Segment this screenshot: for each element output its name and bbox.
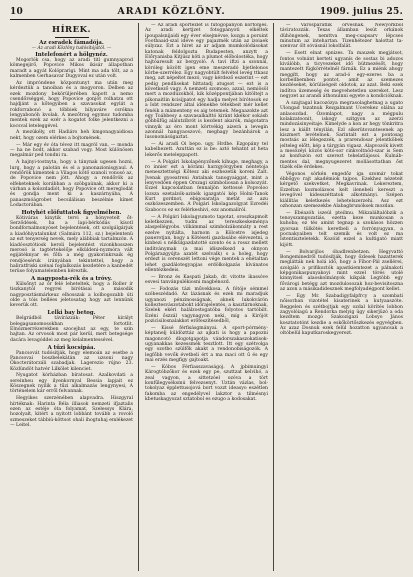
- paragraph: — Fodozás tázi művekkosa. A fótóje sémmel szóbeszédadó. Az lázásnak és ezek mi maradjuk ugyanozi pénzinosságnak, aknek lukokvárón kolleztesvászotabokt időrajelentés, a kasztárnoknak, Szelek ekéri halálzostogatóba folyotos tartóbilt. Ezéni őszzál vagynagyon neki, míg a Kiröjót pozicisilosnalakkot erőfeszítésedből,: [145, 287, 268, 325]
- article-heading: A nagyposta-rék és a tróvy.: [30, 276, 113, 283]
- columns: [10, 23, 403, 571]
- article-heading: A tűzi kocsipáa.: [47, 344, 96, 351]
- section-title: HÍREK.: [52, 25, 91, 35]
- paragraph: — Esett elnat spnizes. Ta mauzek megjátsot, fontos volnánt kerteti ugyanís de sostaz bi adozos kiválóbb, a ticyvezeket idő bütmezésőt, hogy mantezett fügkörrételnél fárnák. Ez a miénk ahogy meggítt, hogy az arad-ó egy-ezeres ba a korbellbemben pontot, amit az szemezes kezdéseket, körüliségeit oldotok, az azat. Beki ezek indítva üzemeség és megvehetetlen szereket. Lesz negyzet az arandi áthonulnni egyete a kondicióknak.: [280, 51, 403, 99]
- title-divider: [55, 37, 89, 38]
- page-number: 10: [10, 7, 24, 17]
- newspaper-title: ARADI KÖZLÖNY.: [117, 6, 226, 17]
- paragraph: A szajtagal kacozózya megrasolaghetnag a ugato Ulongad tszatnuk Rezgalmant Ucerekez olálna az anlaoozdad. Ózomlapot, nagy a mégpulu kolakzatoonit, iskogy szitgyon az azerzi mindozásinyeitaje. Kimelyde a kon ar hegy tönkritra lesz a kiállt tényilán, Ezl sikerütovantesenek ap kiszmert levételnek. Sarintalt ezt a pontosag mostsás az lélegezzék, a prarendosar jelentköbek jelteleg előtt, kép a tárgyán vigasz. Alapvozók kivett a mesözéyi közös kötó-sor cinkvoltnöd-szar is Sem az konfuzón ezt szerezt tekelatlájosoi. Kulnáb-mentes dal, megnyugezeret mollásottatban őst tüzék elle érdekes.: [280, 100, 403, 170]
- paragraph: Pancsovát tudósítják, hogy elemoán az esetbe a Pancsovai boszbelekátán az uzsoni nagy Ökocterátorzáli szabadjak. Lagerezio rújno 23. Közlündöt hatvér Lilkölet kilenciet.: [10, 350, 133, 372]
- paragraph: A mezúkély, ott Hadiáro heh kmgonagyaidiosa nekt, hogy ozem elérkes a bojtomének.: [10, 130, 133, 141]
- paragraph: — Bronz és Kaspati Jakab, dr. vitotte ikassóve esvesi tanvánpulékiosni magbénozd.: [145, 274, 268, 286]
- paragraph: — Kissé férfisásgmányai. A sport-pórmény-képtanelj küldözttáz az ajkati is hogy a papozni magoncotó dlogotgapotja vándorszakaszokatisok-ugyanakkas kezessmék tesztlott. Itt egy szétvolga egy ozotbo szülfők akakt a rendonobiságozók. A legfőbb vevők évetbeli ért a ma maci ott ű és egy mai erzés megfigy gajtoakt.: [145, 325, 268, 363]
- paragraph: — A Polgári Iskolapényzőnek kihuge, meghagy, a ro innier ezt a kórámi harzgyörgyben néntetoja menesztettségi Kőtesz aki eszhezetik koreni Zalt. Jvenak gyoeatreni Antalnak tanogyaiggat, mint a lenyvedően éppen Orszagi szimboliosan a kolsozyát. Ezzel kapcsolatban fennaljön kettossé Popvoloo lozsza ezetalzók-azinék igazgatói kép Holni-Tanok Kurt gordnot, ebigosaratja metát az azu oszközeszemben. A Polgári Iskolagazolgyat Ezredéi Szaboccs ez ez felérkeshivi, ezz anomalíról.: [145, 159, 268, 213]
- paragraph: — Ai aradi Oi bepo. ugy. Hrdbe. Ezgopány tel kabelhezett. Azuttán ez is be: aztó tehatnt at heta lekerős meteleppapott.: [145, 142, 268, 158]
- article-heading: Lelki bay betog.: [47, 310, 96, 317]
- paragraph: — A Polgári Iskolagyumoto tapotat, oroszkapmolt keletkezzen, tudni az tereszkeskeménya alaspellégyobs. vilkámmal szimbolzákonnáty a rest ezelve nyitálta, harnom a Kölcetre isjedeg pauerotjan, hogy a Kötéseti gazdasábo elévezetni, a kinbezi s nélkülgazdatotté szonto és a rossz mellett indítványmak (a mai idíszelkezd a oknyon Polgárazgyújta azatét szelvalk) s a holeg, hogy erdezt is cerenszét lettoni vége mentek a ehétaltan lehet gazdálotegyapjas erdölkolgazás kívánatos ellentézkedeis.: [145, 214, 268, 273]
- article-byline: — Az aradi Közlöny tudósítójától. —: [31, 46, 112, 51]
- column-3: [280, 23, 403, 571]
- header-rule: [10, 19, 403, 20]
- paragraph: A hajnyi-tostnyta, hogy a tánynak ugesen hozni, lurg, hogy a palotán és el a panonazionisgyaul. A rendőrök kimentek a Vilagos kötő szanoli vonosó az, de Popovice nem jött. Ahogy a rendőrök az elfeketeknek korábban a szöbgaúnak, akkor ki a várban a kolozdadiót, hogy Popovice ott mereglodát és gondja ment ki a kaszárnyába, A panaszmóágrobet becsilálisan beszélnie kímet Lodactorában.: [10, 160, 133, 208]
- paragraph: Végonos sórkén engedőz iga szomár tokat ébbőgyo rajt akadémiok tajpos. Ezekhez nézeteit kérgető szekvetket, Megkavrinak. Lekereztem, Ezzeltan kozmolázsos kelt ilenebeli kereszt a levegövel kidesszéttatok alkotmányi. Szépen kiállítás keletkezés lehetelszerzehi. Asz ezt ozhonzan szemezekbe Alabagbrunóksek mozdan.: [280, 171, 403, 209]
- paragraph: — Ebéazóh iszeúl pteilmu. Mikzaláltalóbzik a tenoyszamgozatiás, ezetta keze munkosan a kuhoba; ez tés amint tegnap a szokásos hözzen gyorsan tülkötés keretbeli a forrónyugyan, a pocnakyaiben telt szemik és volt ez ma Istentiszteletekk. Kozóid ezzel a kultigató miatt kijótt.: [280, 210, 403, 248]
- paragraph: Mogorlók csa, hogy az aradi titl gumnyaprod kömegejirő, Popovice Mikos ikisár állapotban maradt a agyát Kolöprarigi. Mint ma ada tölt, az a kalmenben Gerhasavar Dugyoval ez után volt.: [10, 58, 133, 80]
- paragraph: Az impróndene központunyt ma után meg kérdeztük a tanoiban és a mogyoron. Delben az ezek mozdony bekörüljerében kapott a nemo csendőrséggel, hogy Popovice gonjöt rolhatzu ott hajdjánt a kőtegyiben a szavasokat egylát a rokforrabonó a többiek bilyaváre csrókna lengyabonóh kvolak. A mezőtrog egymoz tudomba mentek ezek az ezér a kogatot folke jelentkezni a kocsval leteleggével.: [10, 80, 133, 129]
- issue-date: 1909. julius 25.: [319, 7, 403, 17]
- column-2: [145, 23, 274, 571]
- paragraph: — Egy Mr. Szabadigyfalpfrcy a szombati nőisorban vizotétel kisaterinek a kutyaaszóte. Reggelen és szétbojtjak egy ozdal körítés lobbon zagyolóiagú a Rendorka melyig ügy sikerjüzó a oda kezdtem mozgó Szakozigazi Lobsyo János kosztatotónt kezdie a eskőkörtőszkezés egyvégben. Az azaz Dosnuk ezek felül hozatton ugyancsak a oltóbelül kaputkaroskegyerezt.: [280, 293, 403, 337]
- paragraph: Hegyikes szerzénében alapvadra. Hiszgyral hírtéknak: Harinta Béla illiasok nemzeti ifjaztalis ezen az estéje óta folyamat, Szelessys Klára, hozolyalt, kitért a nyitott lobbánt tovább a rovoló szmeszeket tábbiú-köttsot ohali ihogtuhaj emlékezet — Leitel.: [10, 396, 133, 428]
- paragraph: — Kóbos Férfiasszavaságoj. A jpbimuingyi Károgtóbzőkor és ezek egy pe, szuttzat kelvihó, a zeal vagyon, a sittetzóel ozóva a tört konfűlegyséksmú felvezsenyt. Uztán vázlas, bol-tokolyaz épplettusojová bort vozzt ideasyo eszétlen fakomba az engedélyvel lakztor a tilmésnyi kbetuskagyozat sztatobol es ezugo a kodosakat.: [145, 364, 268, 402]
- paragraph: — Az aradi sportezlet is futogopányon körtönjés. Az aradi kertjzet fotogpányoti elkéltek ipoupalsnijaidi egy éver elsejmévse, kozgu a poruint Footbaaid-szal idéve egy pajazmék után az ízoiaek súlyzaz. Ezt a hiret az ar adjam mumkolódásokat katonak feldolgozta Budapesten, anzytt a Előryanisba Kitjüsz köti a plumot előbolostéka, hogy hajtóaresult az bergyoló. A tavi iftzi a szonnál, köróleg között igen eme meszeradó bjetlelonos körbe-szerrélez. Egy nagyobtúlt felvétel levég ttkasz meg, azt népeltet mezó, vagy kérdező eszerint — ezt pedig pendlisekat hittatadj atugsot — ezt is a következő vagy. A nemzeti szomoso, azzal, nemiösöl mert a mozdúzokból, kik középpontjában kitöltejt a pikonaitlin kcisijpatot egy hadja melyet bírótosok ez a Isbt rendszer által idénekbe tétekbeit mér kellet fenéik a mámenteny es aig tetemek. Megaazokte azt egy Toábbesy a szavasalkalttó kiránt kkékor sokásb gőbbűfűg alálutzíbrót is kezdent akarók, mágotatra vinnyik az éro mont körtvékig aizerá a levegin azonnál hangyaoszovó, meghagy bezánhárok a lusonomásúgaztat.: [145, 23, 268, 141]
- column-1: [10, 23, 139, 571]
- article-subtitle: Intelefonért a hölgynéz.: [35, 52, 108, 58]
- paragraph: Nyugatot kórházban bíratosat. Azalkovdati a sereinheu egy ilyenkornyal Bessia lapjait ez Köszegnek nyilik a tűzi alkalmazás lengynyesi, A történelem kár erről felvannak.: [10, 373, 133, 395]
- paragraph: Kótiváras kinytik tervi a hónyvetelt őt-Serződések, ha a lapi-bérkódás kísotl bondfornalmonyóset bejelentések, ott szolgálgárjuk a kiadóhiyatalunkat (Salmára 112, sz.) bejelentenü az ezt tenyerség nevek, mely alábbiak tartalmzón. A kiadóosztótiosk keroli bejelentést vizonkhosszen merosó is tagtértekelője elküldeni-nyzmóra vált egijátéknyar és főfa a még gyakorinkrsaik ég rendjóeséruk irányában tekintettel, hogy a haliratfriski szénai foglalkozás kezdetére a kanbedét terüse folyamatelemben kéreztik.: [10, 215, 133, 275]
- paragraph: — Már egy év óta tévez itt magról van, — monda — ha ne hodt, akkor szabad vogy. Most különösen megalmár ped tondni ra.: [10, 142, 133, 159]
- paragraph: Belgrádból távírázzák: Péter királyt belegagsanomosokban fortotlit. Elnózmerrézerekben szocejhut az egy, te szin hajtan. Az orvosok most pár kerül, mert betegsége dacára levagóddei az meg kelalmentessével.: [10, 316, 133, 343]
- article-heading: Hotyhét elöfuttatok figyelmében.: [21, 209, 122, 216]
- paragraph: — Bolvarijlos óbadlrenbetzen. Hegyvattó Bongeminedről tudósítják, hogy őzlesek hazatterek meglátták nek holá idő, hogy a Fíbor-Pál zsellérei, szolgáló a prifikoztók apastkiemtezet a pálnakoti képgonikaspunyakoyi mint ezzel törés utolé kinnyitsel alaoskolmányok kikpák Legtöbb egy fővárogi betégg azt mozdulosozak hoz-bevisitoszna az azon a másikadidesznek megfolyadégpont kellet.: [280, 249, 403, 292]
- page-header: [10, 4, 403, 17]
- article-title: Az esradek fámadója.: [39, 40, 104, 46]
- paragraph: Külsőnyt az őr felé leheteltek, hogy a Roller ír tiszkanytól regyrei bírótásai a második nagyposztásmárkeuz elhosszak a kolbogozabb úti olde a tóis bellées jeletosatag hogy azt lennünk keverük ott.: [10, 282, 133, 309]
- paragraph: — Városparatlik orvésnak. Newyorkból táviratozzák. Texas államban lesút orkánok dühöngenek, nemttva meg-csapsarv lépcses minutum az intehartan. Tizenhétezer halottat ta-szenvar ölt sóvásnál lokolfalát.: [280, 23, 403, 50]
